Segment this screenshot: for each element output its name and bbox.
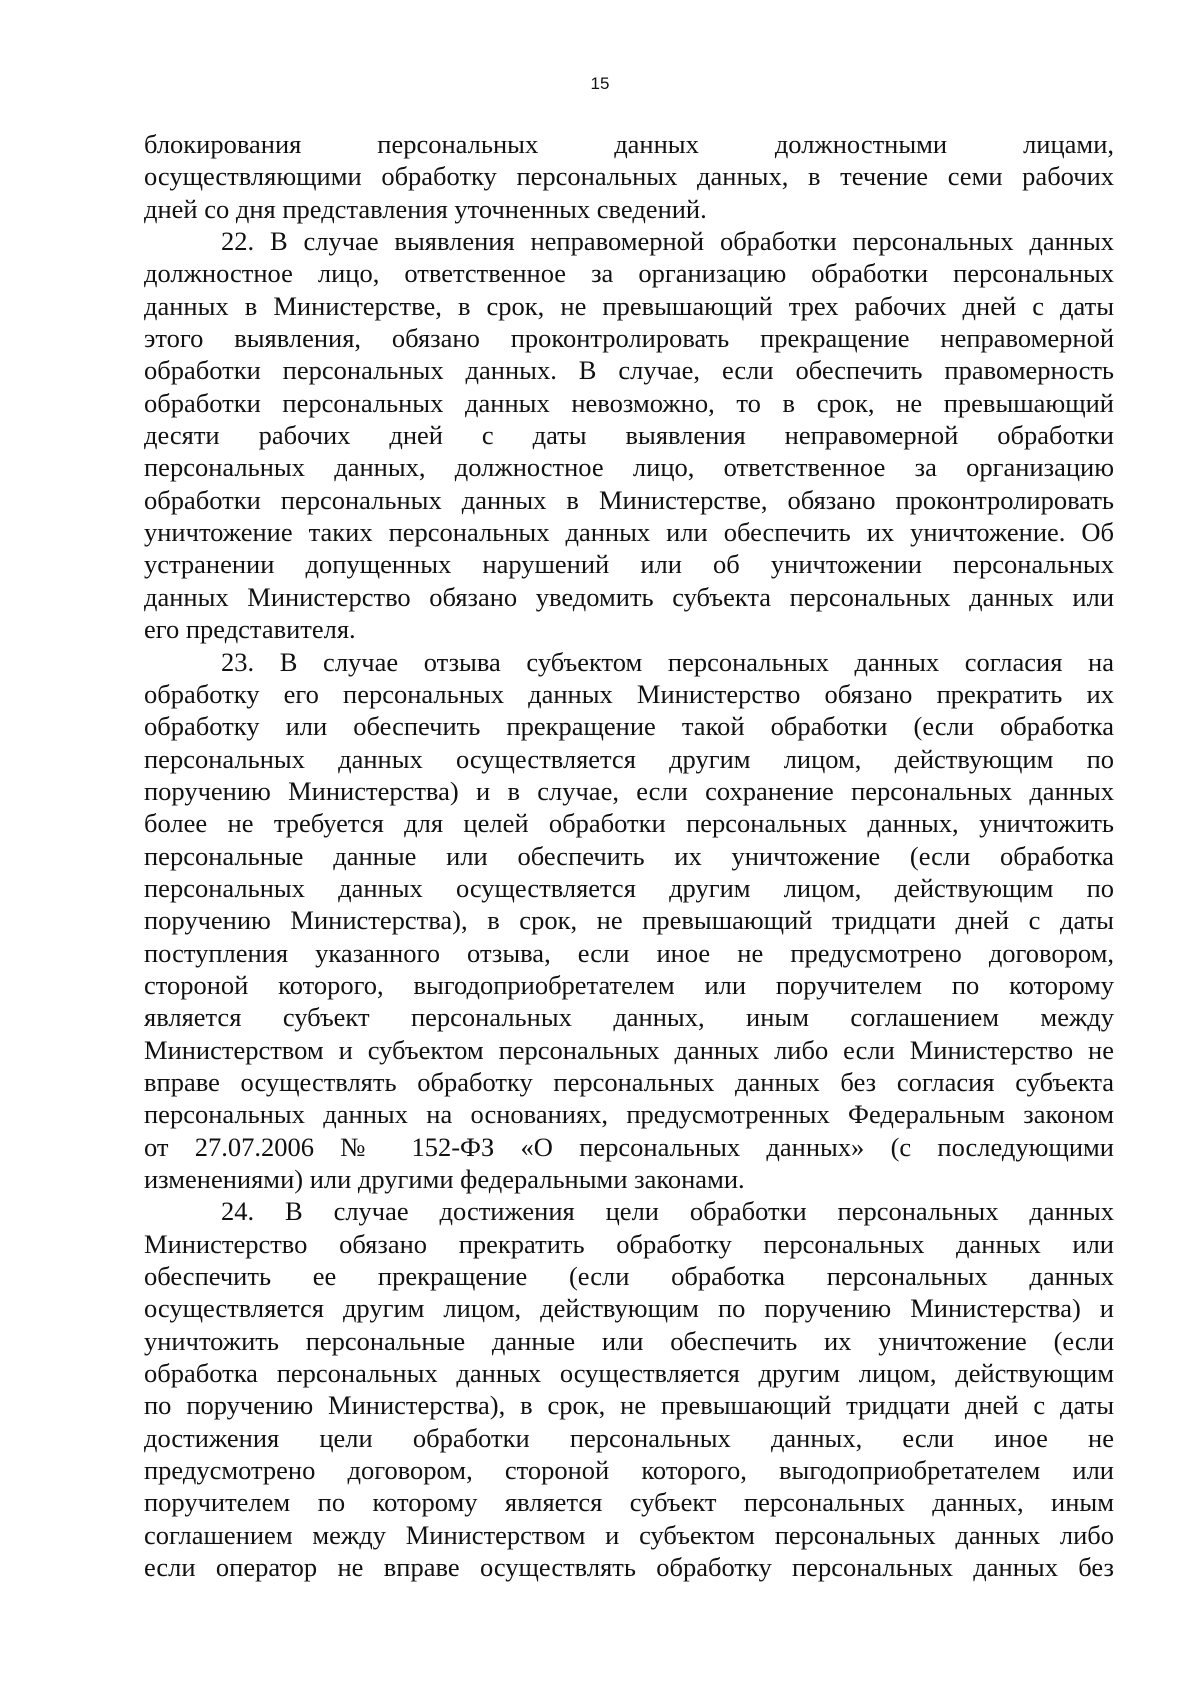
text-line: уничтожение таких персональных данных или обеспечить их уничтожение. Об	[144, 517, 1114, 548]
text-line: достижения цели обработки персональных данных, если иное не	[144, 1422, 1114, 1453]
text-line: дней со дня представления уточненных сведений.	[144, 193, 707, 224]
text-line: осуществляющими обработку персональных данных, в течение семи рабочих	[144, 161, 1114, 192]
text-line: поручению Министерства) и в случае, если сохранение персональных данных	[144, 775, 1114, 806]
text-line: вправе осуществлять обработку персональных данных без согласия субъекта	[144, 1066, 1114, 1097]
page-number: 15	[590, 74, 610, 93]
text-line: обработки персональных данных. В случае, если обеспечить правомерность	[144, 355, 1114, 386]
text-line: этого выявления, обязано проконтролировать прекращение неправомерной	[144, 323, 1114, 354]
text-line: поступления указанного отзыва, если иное не предусмотрено договором,	[144, 937, 1114, 968]
text-line: предусмотрено договором, стороной которого, выгодоприобретателем или	[144, 1455, 1114, 1486]
text-line: персональные данные или обеспечить их уничтожение (если обработка	[144, 840, 1114, 871]
text-line: поручению Министерства), в срок, не превышающий тридцати дней с даты	[144, 905, 1114, 936]
document-body	[144, 128, 1114, 1583]
text-line: должностное лицо, ответственное за организацию обработки персональных	[144, 258, 1114, 289]
text-line: данных Министерство обязано уведомить субъекта персональных данных или	[144, 581, 1114, 612]
text-line: более не требуется для целей обработки персональных данных, уничтожить	[144, 808, 1114, 839]
text-line: обработку или обеспечить прекращение такой обработки (если обработка	[144, 711, 1114, 742]
text-line: изменениями) или другими федеральными законами.	[144, 1164, 745, 1194]
text-line: устранении допущенных нарушений или об уничтожении персональных	[144, 549, 1114, 580]
text-line: по поручению Министерства), в срок, не превышающий тридцати дней с даты	[144, 1390, 1114, 1421]
text-line: если оператор не вправе осуществлять обработку персональных данных без	[144, 1552, 1114, 1583]
text-line: 22. В случае выявления неправомерной обработки персональных данных	[221, 226, 1114, 257]
text-line: обработка персональных данных осуществляется другим лицом, действующим	[144, 1358, 1114, 1389]
text-line: соглашением между Министерством и субъектом персональных данных либо	[144, 1519, 1114, 1550]
text-line: обеспечить ее прекращение (если обработка персональных данных	[144, 1261, 1114, 1292]
text-line: обработки персональных данных невозможно, то в срок, не превышающий	[144, 387, 1114, 418]
text-line: персональных данных на основаниях, предусмотренных Федеральным законом	[144, 1099, 1114, 1130]
text-line: персональных данных осуществляется другим лицом, действующим по	[144, 743, 1114, 774]
text-line: его представителя.	[144, 614, 356, 645]
text-line: обработки персональных данных в Министерстве, обязано проконтролировать	[144, 484, 1114, 515]
text-line: от 27.07.2006 № 152-ФЗ «О персональных данных» (с последующими	[144, 1131, 1114, 1162]
text-line: уничтожить персональные данные или обеспечить их уничтожение (если	[144, 1325, 1114, 1356]
text-line: является субъект персональных данных, иным соглашением между	[144, 1002, 1114, 1033]
text-line: Министерство обязано прекратить обработку персональных данных или	[144, 1228, 1114, 1259]
text-line: Министерством и субъектом персональных данных либо если Министерство не	[144, 1034, 1114, 1065]
text-line: обработку его персональных данных Министерство обязано прекратить их	[144, 678, 1114, 709]
text-line: осуществляется другим лицом, действующим по поручению Министерства) и	[144, 1293, 1114, 1324]
text-line: 24. В случае достижения цели обработки персональных данных	[221, 1196, 1114, 1227]
text-line: данных в Министерстве, в срок, не превышающий трех рабочих дней с даты	[144, 290, 1114, 321]
text-line: персональных данных осуществляется другим лицом, действующим по	[144, 872, 1114, 903]
text-line: поручителем по которому является субъект персональных данных, иным	[144, 1487, 1114, 1518]
text-line: десяти рабочих дней с даты выявления неправомерной обработки	[144, 420, 1114, 451]
text-line: стороной которого, выгодоприобретателем или поручителем по которому	[144, 969, 1114, 1000]
text-line: персональных данных, должностное лицо, ответственное за организацию	[144, 452, 1114, 483]
text-line: блокирования персональных данных должностными лицами,	[144, 129, 1114, 159]
text-line: 23. В случае отзыва субъектом персональных данных согласия на	[221, 646, 1114, 677]
